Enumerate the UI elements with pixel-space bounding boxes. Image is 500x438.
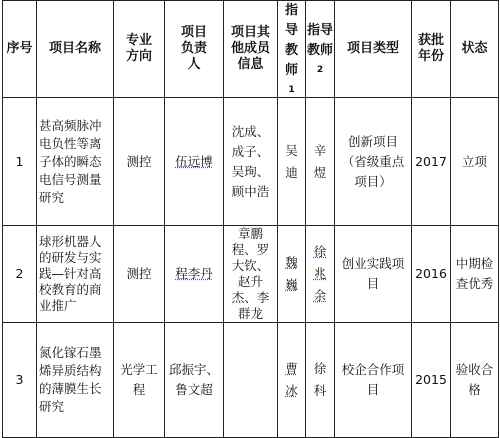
cell-members: 沈成、成子、吴珣、顾中浩 <box>224 98 278 226</box>
cell-name: 氮化镓石墨烯异质结构的薄膜生长研究 <box>37 323 114 438</box>
cell-advisor1: 吴迪 <box>278 98 306 226</box>
header-row <box>3 1 499 98</box>
cell-name: 球形机器人的研发与实践—针对高校教育的商业推广 <box>37 226 114 323</box>
header-advisor1: 指导教师 1 <box>278 1 306 98</box>
cell-name: 甚高频脉冲电负性等离子体的瞬态电信号测量研究 <box>37 98 114 226</box>
header-type: 项目类型 <box>335 1 412 98</box>
header-name: 项目名称 <box>37 1 114 98</box>
cell-type: 创业实践项目 <box>335 226 412 323</box>
cell-type: 校企合作项目 <box>335 323 412 438</box>
header-major: 专业方向 <box>114 1 165 98</box>
cell-status: 立项 <box>451 98 499 226</box>
cell-year: 2017 <box>412 98 451 226</box>
cell-type: 创新项目（省级重点项目） <box>335 98 412 226</box>
cell-advisor1: 曹冰 <box>278 323 306 438</box>
header-year: 获批年份 <box>412 1 451 98</box>
header-status: 状态 <box>451 1 499 98</box>
cell-year: 2016 <box>412 226 451 323</box>
header-advisor2: 指导教师 2 <box>306 1 335 98</box>
cell-advisor2: 徐科 <box>306 323 335 438</box>
header-lead: 项目负责人 <box>165 1 224 98</box>
cell-major: 测控 <box>114 98 165 226</box>
cell-lead: 邱振宇、鲁文超 <box>165 323 224 438</box>
cell-advisor2: 辛煜 <box>306 98 335 226</box>
cell-members: 章鹏程、罗大钦、赵升杰、李群龙 <box>224 226 278 323</box>
cell-status: 中期检查优秀 <box>451 226 499 323</box>
cell-members <box>224 323 278 438</box>
cell-seq: 3 <box>3 323 37 438</box>
cell-major: 测控 <box>114 226 165 323</box>
cell-year: 2015 <box>412 323 451 438</box>
cell-major: 光学工程 <box>114 323 165 438</box>
cell-lead: 伍远博 <box>165 98 224 226</box>
cell-advisor2: 徐兆余 <box>306 226 335 323</box>
table-row <box>3 226 499 323</box>
projects-table <box>2 0 499 438</box>
cell-status: 验收合格 <box>451 323 499 438</box>
cell-seq: 1 <box>3 98 37 226</box>
cell-lead: 程李丹 <box>165 226 224 323</box>
table-row <box>3 323 499 438</box>
table-row <box>3 98 499 226</box>
header-members: 项目其他成员信息 <box>224 1 278 98</box>
header-seq: 序号 <box>3 1 37 98</box>
cell-advisor1: 魏巍 <box>278 226 306 323</box>
cell-seq: 2 <box>3 226 37 323</box>
